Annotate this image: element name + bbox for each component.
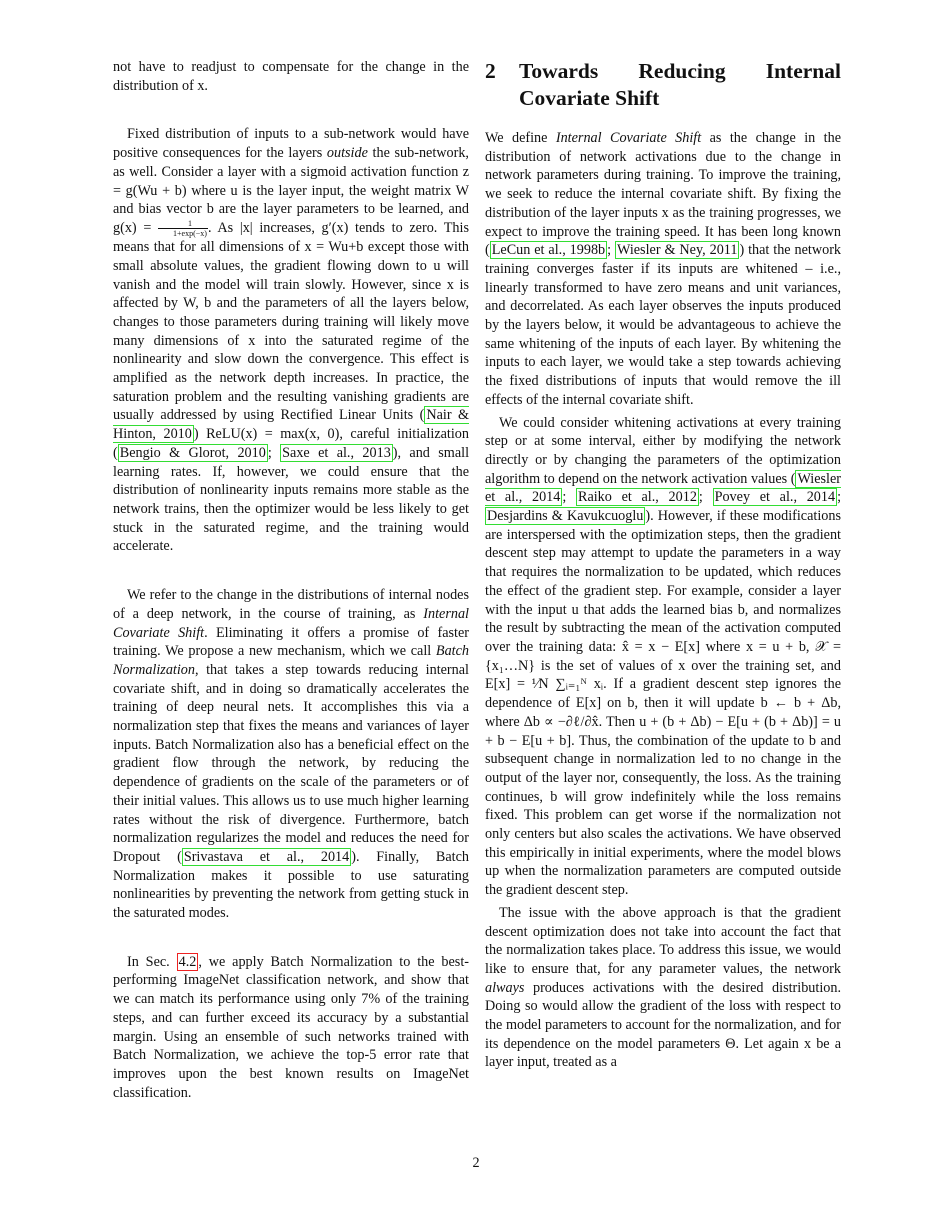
paragraph-internal-covariate-shift: We refer to the change in the distributions of internal nodes of a deep network, in the course of training, as Internal Covariate Shift. Eliminating it offers a promise of faster training. We propose a new mechanism, which we call Batch Normalization, that takes a step towards reducing internal covariate shift, and in doing so dramatically accelerates the training of deep neural nets. It accomplishes this via a normalization step that fixes the means and variances of layer inputs. Batch Normalization also has a beneficial effect on the gradient flow through the network, by reducing the dependence of gradients on the scale of the parameters or of their initial values. This allows us to use much higher learning rates without the risk of divergence. Furthermore, batch normalization regularizes the model and reduces the need for Dropout ( Srivastava et al., 2014 ). Finally, Batch Normalization makes it possible to use saturating nonlinearities by preventing the network from getting stuck in the saturated modes. <box>113 587 470 922</box>
section-ref-link[interactable]: 4.2 <box>178 953 197 970</box>
page-number: 2 <box>472 1155 480 1171</box>
citation-link[interactable]: Raiko et al., 2012 <box>577 489 697 506</box>
section-title: Towards Reducing Internal Covariate Shift <box>519 59 841 110</box>
paragraph-issue: The issue with the above approach is that the gradient descent optimization does not take into account the fact that the normalization takes place. To address this issue, we would like to ensure that, for any parameter values, the network always produces activations with the desired distribution. Doing so would allow the gradient of the loss with respect to the model parameters to account for the normalization, and for its dependence on the model parameters Θ. Let again x be a layer input, treated as a <box>485 904 841 1071</box>
paragraph-definition: We define Internal Covariate Shift as the change in the distribution of network activations due to the change in network parameters during training. To improve the training, we seek to reduce the internal covariate shift. By fixing the distribution of the layer inputs x as the training progresses, we expect to improve the training speed. It has been long known ( LeCun et al., 1998b ; Wiesler & Ney, 2011 ) that the network training converges faster if its inputs are whitened – i.e., linearly transformed to have zero means and unit variances, and decorrelated. As each layer observes the inputs produced by the layers below, it would be advantageous to achieve the same whitening of the inputs of each layer. By whitening the inputs to each layer, we would take a step towards achieving the fixed distributions of inputs that would remove the ill effects of the internal covariate shift. <box>485 130 842 408</box>
section-heading <box>485 58 841 112</box>
paragraph-fixed-distribution: Fixed distribution of inputs to a sub-network would have positive consequences for the layers outside the sub-network, as well. Consider a layer with a sigmoid activation function z = g(Wu + b) where u is the layer input, the weight matrix W and bias vector b are the layer parameters to be learned, and g(x) = $\frac{1}{1+\exp(-x)}$ . As |x| increases, g′(x) tends to zero. This means that for all dimensions of x = Wu+b except those with small absolute values, the gradient flowing down to u will vanish and the model will train slowly. However, since x is affected by W, b and the parameters of all the layers below, changes to those parameters during training will likely move many dimensions of x into the saturated regime of the nonlinearity and slow down the convergence. This effect is amplified as the network depth increases. In practice, the saturation problem and the resulting vanishing gradients are usually addressed by using Rectified Linear Units ( Nair & Hinton, 2010 ) ReLU(x) = max(x, 0), careful initialization ( Bengio & Glorot, 2010 ; Saxe et al., 2013 ), and small learning rates. If, however, we could ensure that the distribution of nonlinearity inputs remains more stable as the network trains, then the optimizer would be less likely to get stuck in the saturated regime, and the training would accelerate. <box>113 126 470 555</box>
left-column <box>113 58 469 1102</box>
citation-link[interactable]: Bengio & Glorot, 2010 <box>119 444 266 461</box>
citation-link[interactable]: Povey et al., 2014 <box>714 489 836 506</box>
right-column <box>485 58 841 1072</box>
paragraph-imagenet: In Sec. 4.2 , we apply Batch Normalization to the best-performing ImageNet classification network, and show that we can match its performance using only 7% of the training steps, and can further exceed its accuracy by a substantial margin. Using an ensemble of such networks trained with Batch Normalization, we achieve the top-5 error rate that improves upon the best known results on ImageNet classification. <box>113 953 469 1101</box>
citation-link[interactable]: Saxe et al., 2013 <box>282 444 391 461</box>
section-number: 2 <box>485 59 496 83</box>
citation-link[interactable]: Wiesler et al., 2014 <box>485 470 842 506</box>
paragraph-whitening: We could consider whitening activations at every training step or at some interval, either by modifying the network directly or by changing the parameters of the optimization algorithm to depend on the network activation values ( Wiesler et al., 2014 ; Raiko et al., 2012 ; Povey et al., 2014 ; Desjardins & Kavukcuoglu ). However, if these modifications are interspersed with the optimization steps, then the gradient descent step may attempt to update the parameters in a way that requires the normalization to be updated, which reduces the effect of the gradient step. For example, consider a layer with the input u that adds the learned bias b, and normalizes the result by subtracting the mean of the activation computed over the training data: x̂ = x − E[x] where x = u + b, 𝒳 = {x₁…N} is the set of values of x over the training set, and E[x] = ¹⁄N ∑ᵢ₌₁ᴺ xᵢ. If a gradient descent step ignores the dependence of E[x] on b, then it will update b ← b + Δb, where Δb ∝ −∂ℓ/∂x̂. Then u + (b + Δb) − E[u + (b + Δb)] = u + b − E[u + b]. Thus, the combination of the update to b and subsequent change in normalization led to no change in the output of the layer nor, consequently, the loss. As the training continues, b will grow indefinitely while the loss remains fixed. This problem can get worse if the normalization not only centers but also scales the activations. We have observed this empirically in initial experiments, where the model blows up when the normalization parameters are computed outside the gradient descent step. <box>485 414 842 899</box>
citation-link[interactable]: LeCun et al., 1998b <box>491 242 606 259</box>
citation-link[interactable]: Nair & Hinton, 2010 <box>113 407 469 443</box>
citation-link[interactable]: Srivastava et al., 2014 <box>183 848 350 865</box>
citation-link[interactable]: Wiesler & Ney, 2011 <box>617 242 738 259</box>
citation-link[interactable]: Desjardins & Kavukcuoglu <box>487 508 644 525</box>
paragraph-continuation: not have to readjust to compensate for the change in the distribution of x. <box>113 59 469 94</box>
sigmoid-fraction: $\frac{1}{1+\exp(-x)}$ <box>158 219 208 238</box>
